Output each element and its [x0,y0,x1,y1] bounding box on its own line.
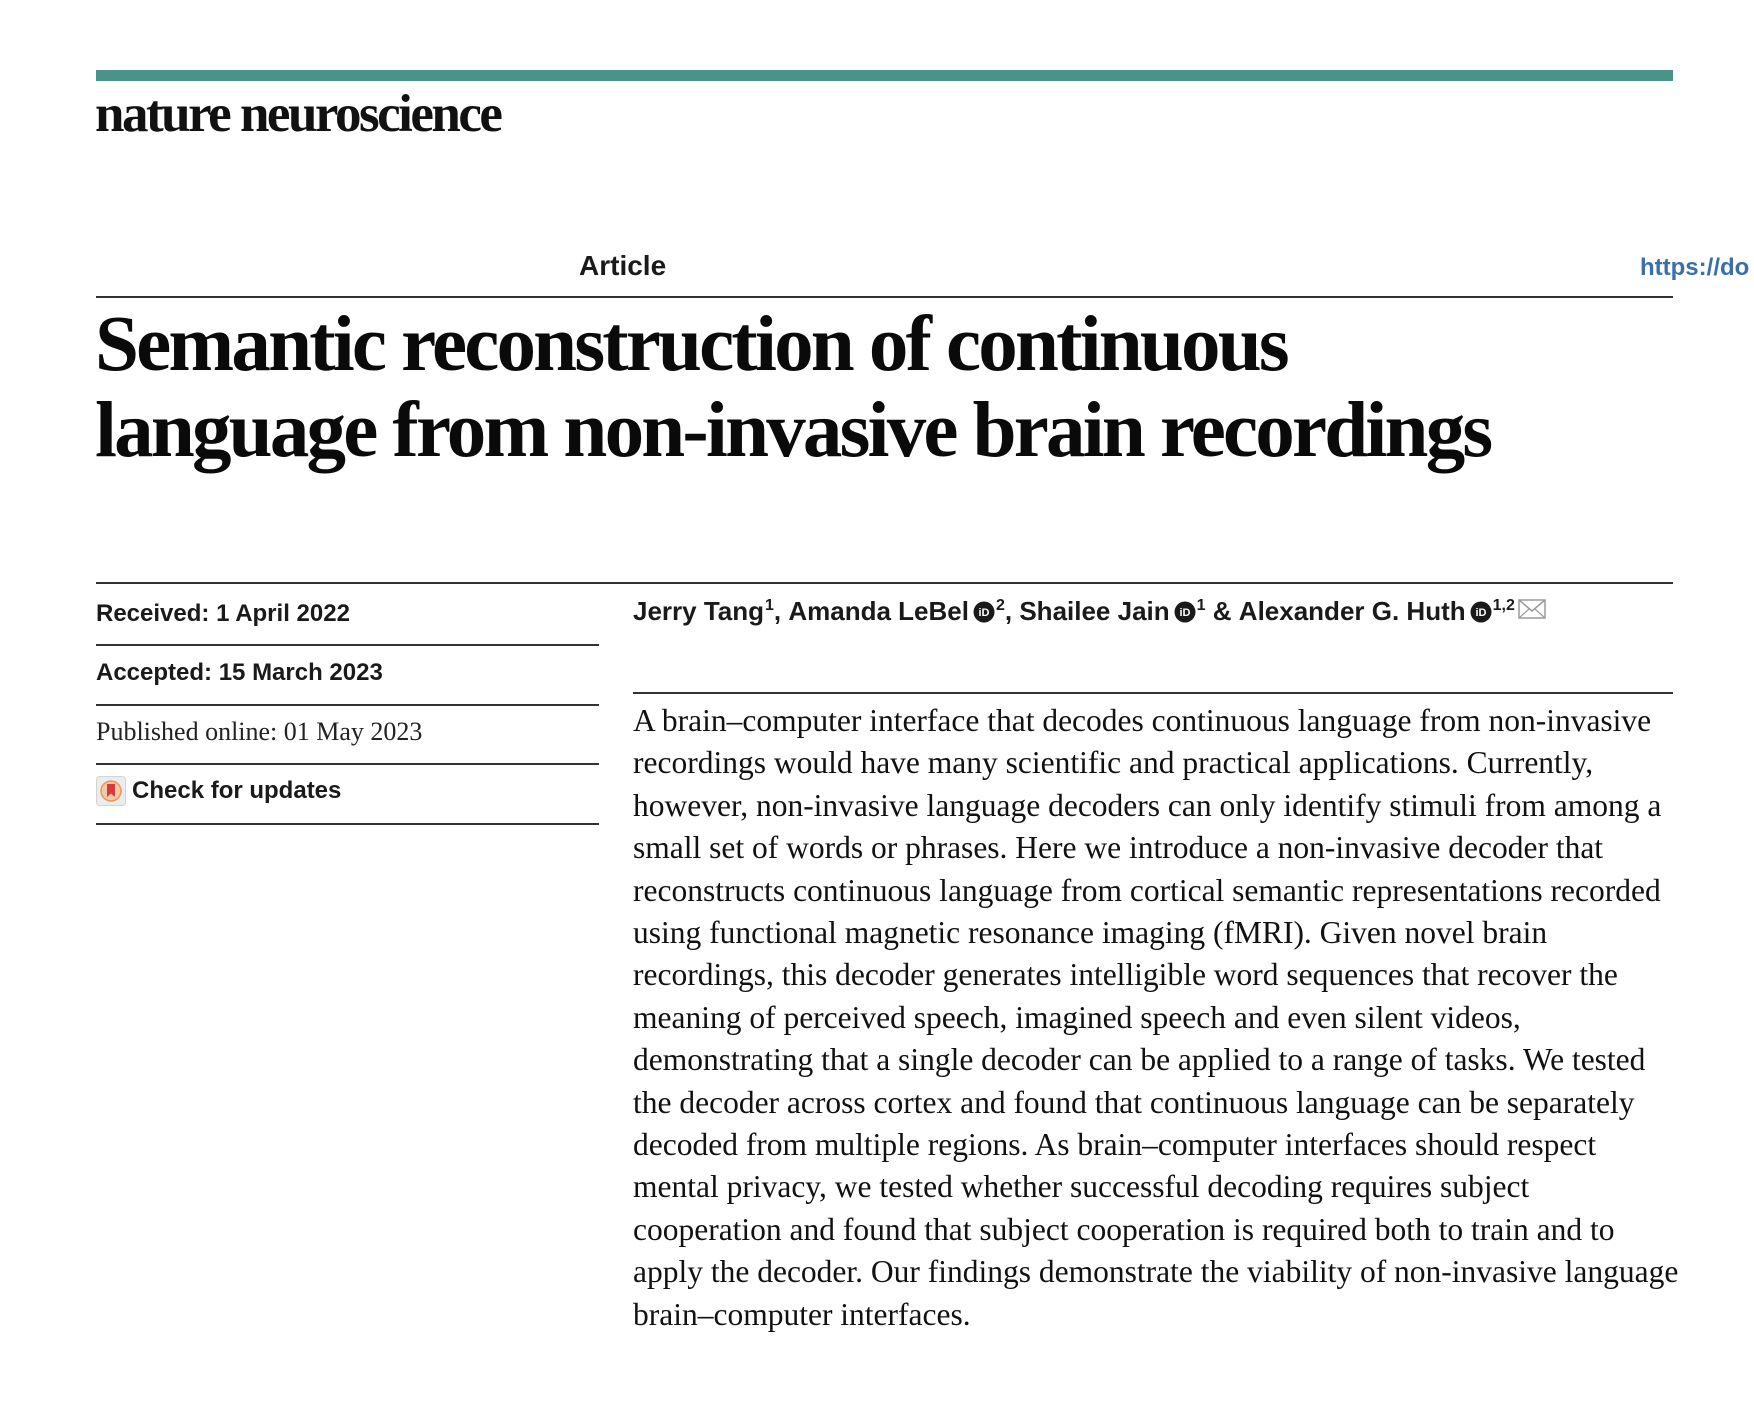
author-affiliation: 1 [1196,597,1206,615]
mail-icon[interactable] [1518,598,1546,620]
author-shailee-jain[interactable] [1019,596,1205,627]
orcid-icon[interactable] [1174,601,1196,623]
orcid-icon[interactable] [1470,601,1492,623]
author-separator: , [773,596,789,626]
check-for-updates-button[interactable] [96,776,341,806]
author-jerry-tang[interactable] [633,596,774,627]
journal-name: nature neuroscience [95,85,501,143]
svg-text:iD: iD [1179,607,1191,619]
meta-divider-4 [96,823,599,825]
author-amanda-lebel[interactable] [788,596,1005,627]
accepted-label: Accepted: [96,659,213,686]
author-name: Amanda LeBel [788,596,969,626]
author-affiliation: 2 [995,597,1005,615]
doi-link[interactable]: https://do [1640,254,1750,281]
article-title [95,302,1685,474]
abstract: A brain–computer interface that decodes continuous language from non-invasive recordings would have many scientific and practical applications. Currently, however, non-invasive language decoders can only identify stimuli from among a small set of words or phrases. Here we introduce a non-invasive decoder that reconstructs continuous language from cortical semantic representations recorded using functional magnetic resonance imaging (fMRI). Given novel brain recordings, this decoder generates intelligible word sequences that recover the meaning of perceived speech, imagined speech and even silent videos, demonstrating that a single decoder can be applied to a range of tasks. We tested the decoder across cortex and found that continuous language can be separately decoded from multiple regions. As brain–computer interfaces should respect mental privacy, we tested whether successful decoding requires subject cooperation and found that subject cooperation is required both to train and to apply the decoder. Our findings demonstrate the viability of non-invasive language brain–computer interfaces. [633,703,1679,1332]
abstract-top-divider [633,692,1673,694]
title-line-1: Semantic reconstruction of continuous [95,301,1287,388]
check-for-updates-icon [96,776,126,806]
svg-text:iD: iD [1475,607,1487,619]
meta-divider-1 [96,644,599,646]
author-affiliation: 1,2 [1492,597,1515,615]
author-list [633,596,1546,627]
title-top-divider [96,296,1673,298]
accepted-value: 15 March 2023 [218,659,383,686]
orcid-icon[interactable] [973,601,995,623]
author-affiliation: 1 [765,597,774,615]
received-date [96,600,350,628]
svg-text:iD: iD [978,607,990,619]
published-date: Published online: 01 May 2023 [96,717,423,746]
received-value: 1 April 2022 [216,600,350,627]
journal-header-rule [96,70,1673,81]
meta-divider-3 [96,763,599,765]
author-separator: , [1004,596,1020,626]
check-for-updates-label: Check for updates [132,777,342,804]
meta-divider-2 [96,704,599,706]
author-separator: & [1205,596,1239,626]
author-name: Shailee Jain [1019,596,1170,626]
author-alexander-huth[interactable] [1239,596,1515,627]
received-label: Received: [96,600,210,627]
article-type: Article [579,250,667,281]
author-name: Alexander G. Huth [1238,596,1466,626]
title-line-2: language from non-invasive brain recordings [95,387,1491,474]
author-name: Jerry Tang [633,596,765,626]
accepted-date [96,659,383,687]
metadata-top-divider [96,582,1673,584]
